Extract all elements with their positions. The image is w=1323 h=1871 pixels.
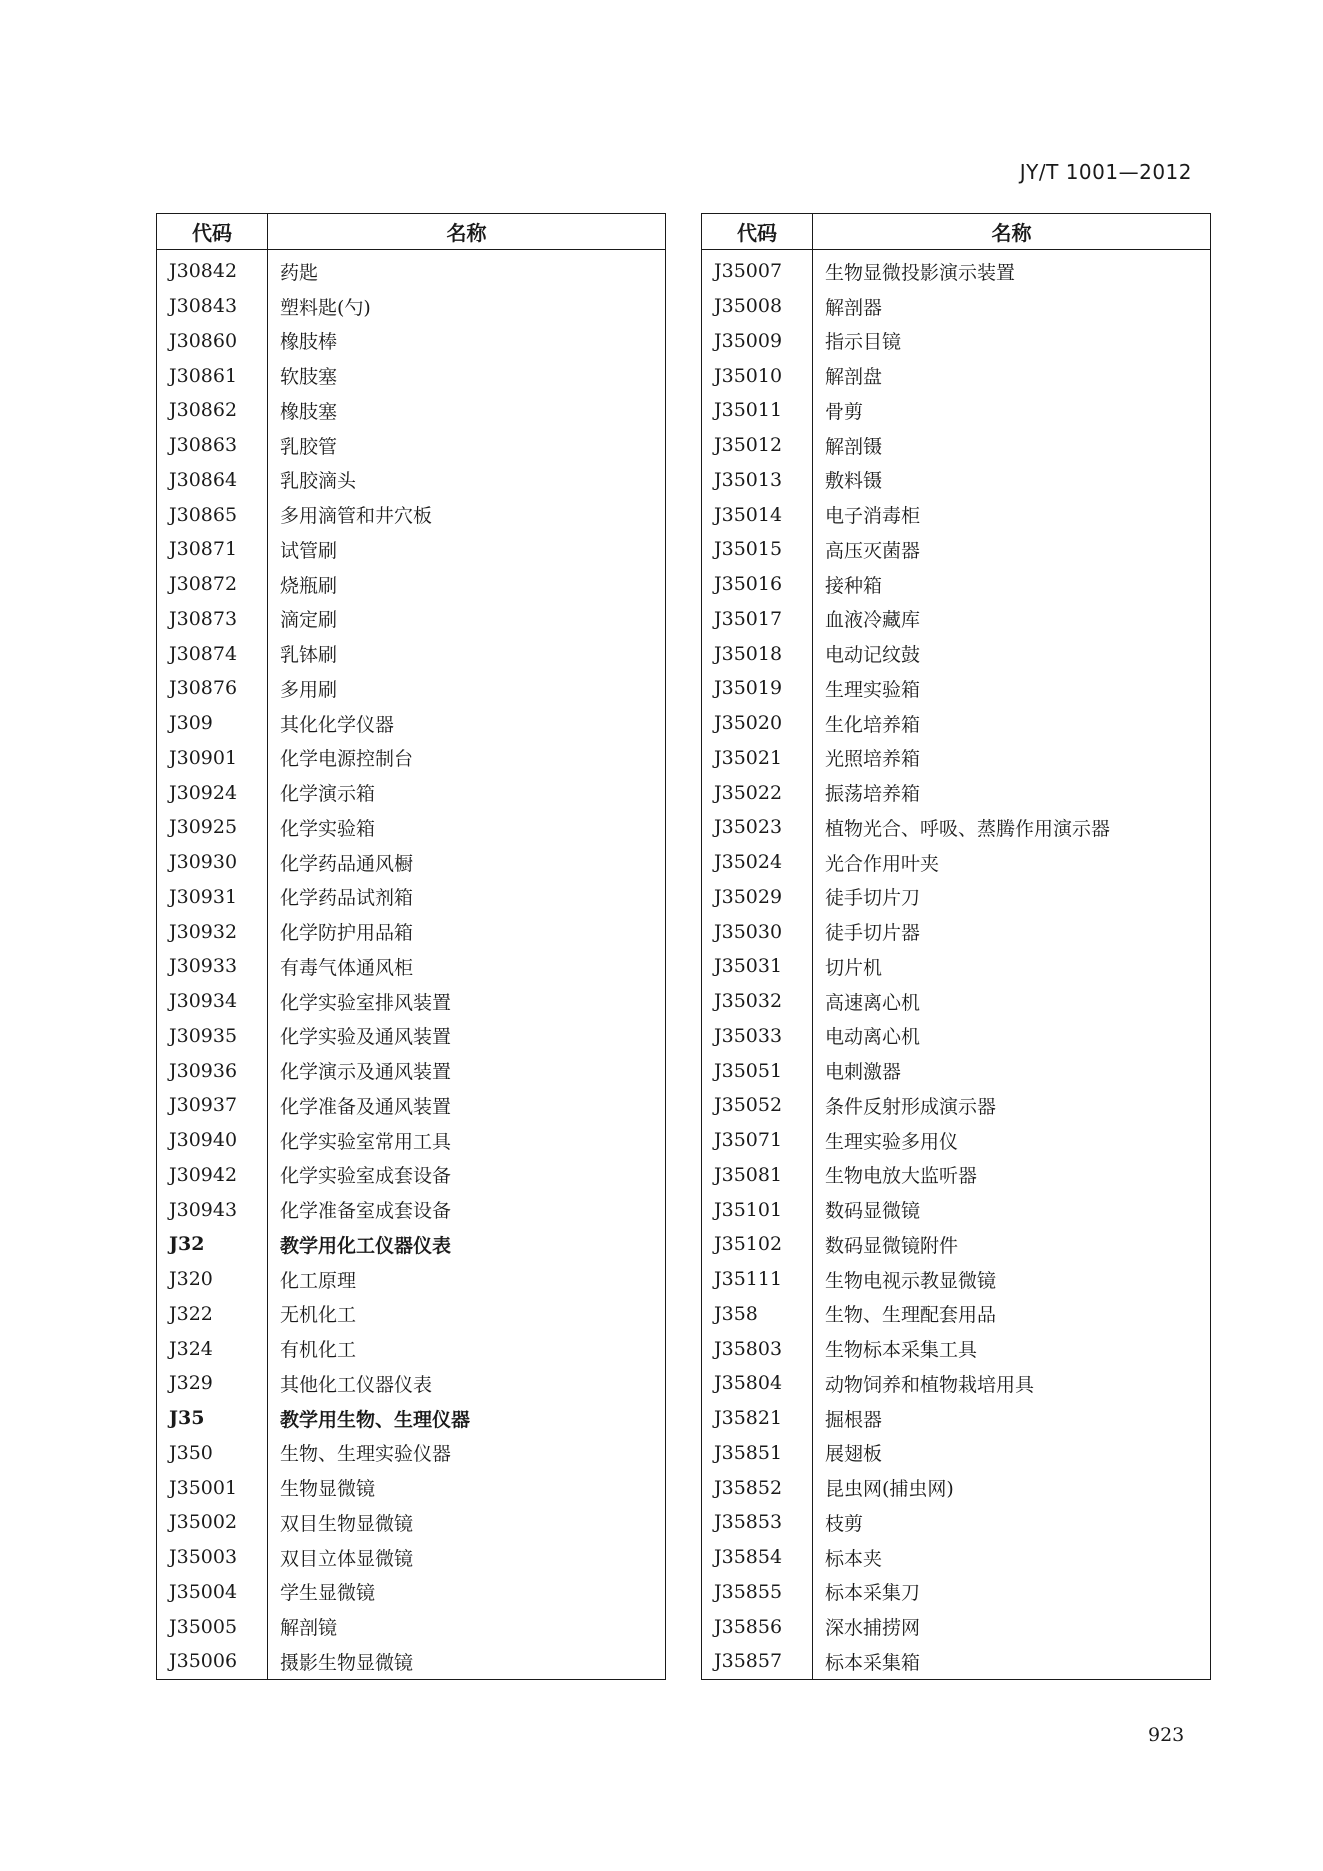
table-row <box>702 567 1211 602</box>
row-name: 塑料匙(勺) <box>280 296 371 319</box>
table-row <box>702 1331 1211 1366</box>
row-name: 其他化工仪器仪表 <box>280 1373 433 1396</box>
row-code: J35857 <box>702 1644 813 1679</box>
row-code: J35051 <box>702 1053 813 1088</box>
row-code: J35111 <box>702 1262 813 1297</box>
table-row <box>157 984 666 1019</box>
table-header-row <box>702 214 1211 250</box>
table-row <box>157 1262 666 1297</box>
table-row <box>702 1436 1211 1471</box>
column-header-code: 代码 <box>157 214 268 250</box>
row-name: 标本采集刀 <box>825 1582 921 1605</box>
row-code: J35014 <box>702 497 813 532</box>
row-code: J35011 <box>702 393 813 428</box>
row-name: 生物电视示教显微镜 <box>825 1269 997 1292</box>
row-code: J35016 <box>702 567 813 602</box>
row-code: J35017 <box>702 602 813 637</box>
table-row <box>702 1088 1211 1123</box>
row-code: J30933 <box>157 949 268 984</box>
table-row <box>157 845 666 880</box>
row-name: 高速离心机 <box>825 991 921 1014</box>
table-row <box>702 741 1211 776</box>
table-row <box>157 1505 666 1540</box>
row-code: J35003 <box>157 1540 268 1575</box>
table-row <box>702 1470 1211 1505</box>
table-row <box>702 914 1211 949</box>
table-row <box>157 1436 666 1471</box>
row-code: J35006 <box>157 1644 268 1679</box>
row-code: J35020 <box>702 706 813 741</box>
table-row <box>157 1158 666 1193</box>
row-code: J30943 <box>157 1192 268 1227</box>
table-row <box>157 775 666 810</box>
table-row <box>702 428 1211 463</box>
table-row <box>702 1575 1211 1610</box>
row-code: J30931 <box>157 880 268 915</box>
table-row <box>157 1644 666 1679</box>
row-name: 生物标本采集工具 <box>825 1339 978 1362</box>
column-header-code: 代码 <box>702 214 813 250</box>
row-name: 徒手切片刀 <box>825 887 921 910</box>
table-row <box>157 741 666 776</box>
row-name: 药匙 <box>280 261 319 284</box>
row-code: J30865 <box>157 497 268 532</box>
row-code: J35804 <box>702 1366 813 1401</box>
row-code: J35024 <box>702 845 813 880</box>
row-name: 解剖盘 <box>825 366 883 389</box>
table-row <box>702 1540 1211 1575</box>
row-code: J35032 <box>702 984 813 1019</box>
row-name: 电动离心机 <box>825 1026 921 1049</box>
row-code: J35851 <box>702 1436 813 1471</box>
row-code: J35009 <box>702 324 813 359</box>
table-row <box>157 1297 666 1332</box>
table-row <box>157 324 666 359</box>
row-code: J30842 <box>157 250 268 289</box>
row-code: J30843 <box>157 289 268 324</box>
row-name: 有毒气体通风柜 <box>280 956 414 979</box>
table-row <box>702 1227 1211 1262</box>
row-name: 软肢塞 <box>280 366 338 389</box>
row-name: 双目立体显微镜 <box>280 1547 414 1570</box>
row-code: J30901 <box>157 741 268 776</box>
row-code: J35101 <box>702 1192 813 1227</box>
row-code: J30860 <box>157 324 268 359</box>
row-name: 生物、生理实验仪器 <box>280 1443 452 1466</box>
row-code: J30934 <box>157 984 268 1019</box>
row-code: J35019 <box>702 671 813 706</box>
row-code: J35102 <box>702 1227 813 1262</box>
table-row <box>702 497 1211 532</box>
row-name: 化学实验及通风装置 <box>280 1026 452 1049</box>
table-row <box>157 567 666 602</box>
table-row <box>702 1053 1211 1088</box>
row-name: 化学实验室常用工具 <box>280 1130 452 1153</box>
table-row <box>157 1366 666 1401</box>
code-table-left <box>156 213 666 1680</box>
row-code: J35821 <box>702 1401 813 1436</box>
row-code: J30930 <box>157 845 268 880</box>
table-row <box>702 1262 1211 1297</box>
table-row <box>702 324 1211 359</box>
row-code: J35029 <box>702 880 813 915</box>
row-code: J322 <box>157 1297 268 1332</box>
row-name: 标本夹 <box>825 1547 883 1570</box>
row-code: J30937 <box>157 1088 268 1123</box>
table-row <box>157 1053 666 1088</box>
code-table-right <box>701 213 1211 1680</box>
row-name: 橡肢棒 <box>280 331 338 354</box>
row-name: 深水捕捞网 <box>825 1617 921 1640</box>
row-name: 化学药品通风橱 <box>280 852 414 875</box>
table-row <box>157 393 666 428</box>
row-name: 指示目镜 <box>825 331 902 354</box>
table-row <box>157 463 666 498</box>
row-code: J30863 <box>157 428 268 463</box>
table-row <box>157 358 666 393</box>
row-name: 切片机 <box>825 956 883 979</box>
row-code: J35004 <box>157 1575 268 1610</box>
table-row <box>157 532 666 567</box>
row-name: 双目生物显微镜 <box>280 1512 414 1535</box>
row-code: J35031 <box>702 949 813 984</box>
table-row <box>702 636 1211 671</box>
row-name: 化学实验室成套设备 <box>280 1165 452 1188</box>
row-name: 橡肢塞 <box>280 400 338 423</box>
row-code: J30924 <box>157 775 268 810</box>
row-name: 多用滴管和井穴板 <box>280 505 433 528</box>
standard-code: JY/T 1001—2012 <box>1019 160 1192 184</box>
table-row <box>702 250 1211 289</box>
table-row <box>157 1088 666 1123</box>
table-body-left <box>157 250 666 1680</box>
row-name: 光合作用叶夹 <box>825 852 940 875</box>
table-row <box>702 1192 1211 1227</box>
row-name: 生化培养箱 <box>825 713 921 736</box>
row-name: 植物光合、呼吸、蒸腾作用演示器 <box>825 817 1111 840</box>
row-name: 烧瓶刷 <box>280 574 338 597</box>
table-header-row <box>157 214 666 250</box>
row-code: J35018 <box>702 636 813 671</box>
row-name: 高压灭菌器 <box>825 539 921 562</box>
row-code: J35005 <box>157 1609 268 1644</box>
table-row <box>702 880 1211 915</box>
row-name: 生理实验箱 <box>825 678 921 701</box>
row-name: 化学电源控制台 <box>280 748 414 771</box>
table-row <box>702 775 1211 810</box>
table-row <box>157 671 666 706</box>
row-code: J30871 <box>157 532 268 567</box>
row-name: 血液冷藏库 <box>825 609 921 632</box>
row-code: J30861 <box>157 358 268 393</box>
table-row <box>157 428 666 463</box>
row-name: 化学实验室排风装置 <box>280 991 452 1014</box>
table-row <box>702 949 1211 984</box>
row-name: 生物显微镜 <box>280 1478 376 1501</box>
page-number: 923 <box>1148 1724 1185 1746</box>
row-name: 化工原理 <box>280 1269 357 1292</box>
row-name: 化学实验箱 <box>280 817 376 840</box>
table-row <box>157 1609 666 1644</box>
table-row <box>702 358 1211 393</box>
row-name: 解剖器 <box>825 296 883 319</box>
row-name: 接种箱 <box>825 574 883 597</box>
row-code: J30942 <box>157 1158 268 1193</box>
row-code: J35030 <box>702 914 813 949</box>
row-name: 解剖镜 <box>280 1617 338 1640</box>
table-row <box>702 1505 1211 1540</box>
table-row <box>702 671 1211 706</box>
table-row <box>157 497 666 532</box>
table-row <box>702 706 1211 741</box>
row-code: J30876 <box>157 671 268 706</box>
row-code: J35052 <box>702 1088 813 1123</box>
row-code: J35 <box>157 1401 268 1436</box>
row-code: J329 <box>157 1366 268 1401</box>
row-code: J35012 <box>702 428 813 463</box>
table-row <box>157 1192 666 1227</box>
row-name: 条件反射形成演示器 <box>825 1095 997 1118</box>
row-code: J35010 <box>702 358 813 393</box>
row-name: 骨剪 <box>825 400 864 423</box>
row-code: J35852 <box>702 1470 813 1505</box>
row-name: 学生显微镜 <box>280 1582 376 1605</box>
table-row <box>702 1644 1211 1679</box>
table-row <box>157 289 666 324</box>
row-code: J35071 <box>702 1123 813 1158</box>
table-row <box>157 1019 666 1054</box>
row-name: 化学准备室成套设备 <box>280 1200 452 1223</box>
table-row <box>157 810 666 845</box>
row-name: 教学用化工仪器仪表 <box>280 1234 452 1257</box>
row-code: J320 <box>157 1262 268 1297</box>
row-name: 标本采集箱 <box>825 1651 921 1674</box>
table-row <box>702 810 1211 845</box>
row-name: 掘根器 <box>825 1408 883 1431</box>
row-name: 无机化工 <box>280 1304 357 1327</box>
table-row <box>157 706 666 741</box>
row-name: 电刺激器 <box>825 1061 902 1084</box>
row-name: 教学用生物、生理仪器 <box>280 1408 471 1431</box>
table-row <box>702 1609 1211 1644</box>
table-row <box>702 289 1211 324</box>
table-row <box>702 1019 1211 1054</box>
row-code: J35853 <box>702 1505 813 1540</box>
row-code: J35002 <box>157 1505 268 1540</box>
table-row <box>702 845 1211 880</box>
row-code: J30873 <box>157 602 268 637</box>
row-name: 展翅板 <box>825 1443 883 1466</box>
row-code: J30936 <box>157 1053 268 1088</box>
row-code: J30862 <box>157 393 268 428</box>
row-name: 数码显微镜 <box>825 1200 921 1223</box>
row-code: J30872 <box>157 567 268 602</box>
row-code: J35033 <box>702 1019 813 1054</box>
table-row <box>157 1540 666 1575</box>
row-name: 敷料镊 <box>825 470 883 493</box>
row-code: J35856 <box>702 1609 813 1644</box>
row-name: 滴定刷 <box>280 609 338 632</box>
row-code: J35001 <box>157 1470 268 1505</box>
row-name: 数码显微镜附件 <box>825 1234 959 1257</box>
table-row <box>157 1331 666 1366</box>
row-code: J30932 <box>157 914 268 949</box>
row-name: 生物、生理配套用品 <box>825 1304 997 1327</box>
table-row <box>702 1123 1211 1158</box>
row-code: J35022 <box>702 775 813 810</box>
row-code: J35021 <box>702 741 813 776</box>
table-row <box>157 1401 666 1436</box>
row-code: J35015 <box>702 532 813 567</box>
row-name: 生理实验多用仪 <box>825 1130 959 1153</box>
row-code: J30874 <box>157 636 268 671</box>
table-row <box>157 636 666 671</box>
row-code: J30864 <box>157 463 268 498</box>
table-row <box>702 984 1211 1019</box>
table-row <box>702 393 1211 428</box>
row-name: 电动记纹鼓 <box>825 644 921 667</box>
row-code: J30940 <box>157 1123 268 1158</box>
row-name: 动物饲养和植物栽培用具 <box>825 1373 1035 1396</box>
table-row <box>702 602 1211 637</box>
table-body-right <box>702 250 1211 1680</box>
table-row <box>157 602 666 637</box>
table-row <box>157 880 666 915</box>
row-name: 有机化工 <box>280 1339 357 1362</box>
column-header-name: 名称 <box>268 214 666 250</box>
row-name: 昆虫网(捕虫网) <box>825 1478 954 1501</box>
column-header-name: 名称 <box>813 214 1211 250</box>
row-code: J35008 <box>702 289 813 324</box>
row-name: 化学演示及通风装置 <box>280 1061 452 1084</box>
row-name: 解剖镊 <box>825 435 883 458</box>
table-row <box>157 1227 666 1262</box>
row-code: J30925 <box>157 810 268 845</box>
row-code: J35081 <box>702 1158 813 1193</box>
row-name: 生物显微投影演示装置 <box>825 261 1016 284</box>
row-code: J35803 <box>702 1331 813 1366</box>
table-row <box>157 1123 666 1158</box>
row-code: J35854 <box>702 1540 813 1575</box>
table-row <box>157 1470 666 1505</box>
table-row <box>157 1575 666 1610</box>
row-name: 乳胶滴头 <box>280 470 357 493</box>
row-name: 其化化学仪器 <box>280 713 395 736</box>
row-name: 振荡培养箱 <box>825 783 921 806</box>
row-code: J35023 <box>702 810 813 845</box>
row-name: 乳胶管 <box>280 435 338 458</box>
row-name: 化学药品试剂箱 <box>280 887 414 910</box>
table-row <box>702 1158 1211 1193</box>
table-row <box>157 949 666 984</box>
row-name: 徒手切片器 <box>825 922 921 945</box>
row-code: J358 <box>702 1297 813 1332</box>
row-code: J324 <box>157 1331 268 1366</box>
row-name: 化学演示箱 <box>280 783 376 806</box>
row-name: 乳钵刷 <box>280 644 338 667</box>
row-name: 化学防护用品箱 <box>280 922 414 945</box>
row-code: J350 <box>157 1436 268 1471</box>
row-code: J32 <box>157 1227 268 1262</box>
table-row <box>702 1366 1211 1401</box>
row-code: J35013 <box>702 463 813 498</box>
table-row <box>702 463 1211 498</box>
table-row <box>157 914 666 949</box>
row-name: 枝剪 <box>825 1512 864 1535</box>
row-name: 生物电放大监听器 <box>825 1165 978 1188</box>
row-name: 试管刷 <box>280 539 338 562</box>
table-row <box>702 1401 1211 1436</box>
row-code: J309 <box>157 706 268 741</box>
row-name: 摄影生物显微镜 <box>280 1651 414 1674</box>
row-name: 化学准备及通风装置 <box>280 1095 452 1118</box>
row-name: 电子消毒柜 <box>825 505 921 528</box>
row-code: J30935 <box>157 1019 268 1054</box>
row-code: J35855 <box>702 1575 813 1610</box>
row-code: J35007 <box>702 250 813 289</box>
row-name: 光照培养箱 <box>825 748 921 771</box>
table-row <box>702 1297 1211 1332</box>
table-row <box>702 532 1211 567</box>
row-name: 多用刷 <box>280 678 338 701</box>
table-row <box>157 250 666 289</box>
